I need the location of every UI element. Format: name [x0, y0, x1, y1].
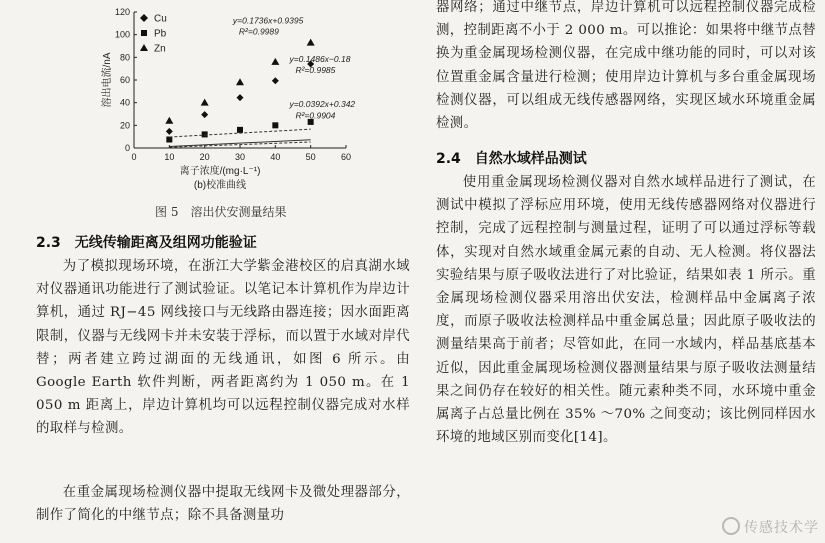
data-point-cu	[201, 111, 208, 118]
paragraph-2-3-body: 为了模拟现场环境，在浙江大学紫金港校区的启真湖水域对仪器通讯功能进行了测试验证。以笔记本计算机作为岸边计算机，通过 RJ−45 网线接口与无线路由器连接；因水面距离限制，仪器与无线网卡并未安装于浮标，而以置于水域对岸代替；两者建立跨过湖面的无线通讯，如图 6 所示。由 Google Earth 软件判断，两者距离约为 1 050 m。在 1 050 m 距离上，岸边计算机均可以远程控制仪器完成对水样的取样与检测。	[36, 259, 410, 437]
y-tick-label: 120	[114, 7, 130, 17]
chart-svg	[100, 0, 370, 190]
section-heading-2-3: 2.3 无线传输距离及组网功能验证	[36, 235, 257, 251]
x-tick-label: 0	[131, 152, 137, 162]
watermark	[722, 517, 819, 537]
paragraph-2-4-body: 使用重金属现场检测仪器对自然水域样品进行了测试，在测试中模拟了浮标应用环境，使用无线传感器网络对仪器进行控制，完成了远程控制与测量过程，证明了可以通过浮标等载体，实现对自然水域重金属元素的自动、无人检测。将仪器法实验结果与原子吸收法进行了对比验证，结果如表 1 所示。重金属现场检测仪器采用溶出伏安法，检测样品中金属离子浓度，而原子吸收法检测样品中重金属总量；因此原子吸收法的测量结果高于前者；尽管如此，在同一水域内，样品基底基本近似，因此重金属现场检测仪器测量结果与原子吸收法测量结果之间仍存在较好的相关性。随元素种类不同，水环境中重金属离子占总量比例在 35% ～70% 之间变动；该比例同样因水环境的地域区别而变化[14]。	[436, 175, 816, 446]
y-tick-label: 80	[119, 52, 130, 63]
equation-cu: y=0.1486x−0.18	[289, 53, 351, 64]
y-tick-label: 20	[119, 120, 130, 131]
x-tick-label: 60	[340, 152, 352, 162]
data-point-cu	[166, 128, 173, 135]
data-point-zn	[236, 78, 244, 85]
section-heading-2-4: 2.4 自然水域样品测试	[436, 151, 587, 167]
x-tick-label: 50	[305, 152, 316, 162]
r2-pb: R²=0.9904	[295, 110, 336, 121]
x-tick-label: 10	[164, 152, 175, 162]
watermark-text: 传感技术学	[744, 520, 819, 536]
legend-label-pb: Pb	[154, 28, 167, 40]
equation-zn: y=0.1736x+0.9395	[232, 15, 304, 26]
calibration-chart	[100, 0, 370, 190]
y-tick-label: 60	[119, 75, 130, 85]
data-point-zn	[271, 58, 279, 65]
data-point-cu	[237, 94, 244, 101]
paragraph-wireless-network: 器网络；通过中继节点，岸边计算机可以远程控制仪器完成检测，控制距离不小于 2 000 m。可以推论：如果将中继节点替换为重金属现场检测仪器，在完成中继功能的同时，可以对该位置重金属含量进行检测；使用岸边计算机与多台重金属现场检测仪器，可以组成无线传感器网络，实现区域水环境重金属检测。	[436, 0, 816, 132]
chart-subtitle: (b)校准曲线	[193, 180, 247, 190]
legend-marker-pb	[141, 30, 147, 36]
r2-cu: R²=0.9985	[295, 65, 336, 76]
legend-label-zn: Zn	[154, 43, 166, 55]
x-tick-label: 40	[270, 152, 281, 162]
y-tick-label: 40	[119, 97, 130, 108]
data-point-cu	[272, 77, 279, 84]
data-point-zn	[201, 99, 209, 106]
y-tick-label: 100	[114, 29, 130, 40]
data-point-zn	[307, 39, 315, 46]
x-axis-label: 离子浓度/(mg·L⁻¹)	[179, 166, 261, 177]
r2-zn: R²=0.9989	[238, 26, 279, 37]
legend-label-cu: Cu	[154, 13, 167, 25]
watermark-logo-icon	[722, 517, 740, 535]
y-axis-label: 溶出电流/nA	[102, 52, 113, 108]
x-tick-label: 20	[199, 152, 210, 162]
data-point-zn	[165, 117, 173, 124]
data-point-pb	[237, 127, 243, 133]
paragraph-relay-node: 在重金属现场检测仪器中提取无线网卡及微处理器部分，制作了简化的中继节点；除不具备测量功	[36, 485, 410, 524]
legend-marker-cu	[140, 14, 148, 22]
data-point-pb	[272, 122, 278, 128]
equation-pb: y=0.0392x+0.342	[289, 99, 356, 110]
figure-caption: 图 5 溶出伏安测量结果	[155, 205, 287, 219]
x-tick-label: 30	[234, 152, 246, 162]
legend-marker-zn	[140, 44, 148, 51]
y-tick-label: 0	[124, 143, 130, 153]
data-point-pb	[202, 131, 208, 137]
